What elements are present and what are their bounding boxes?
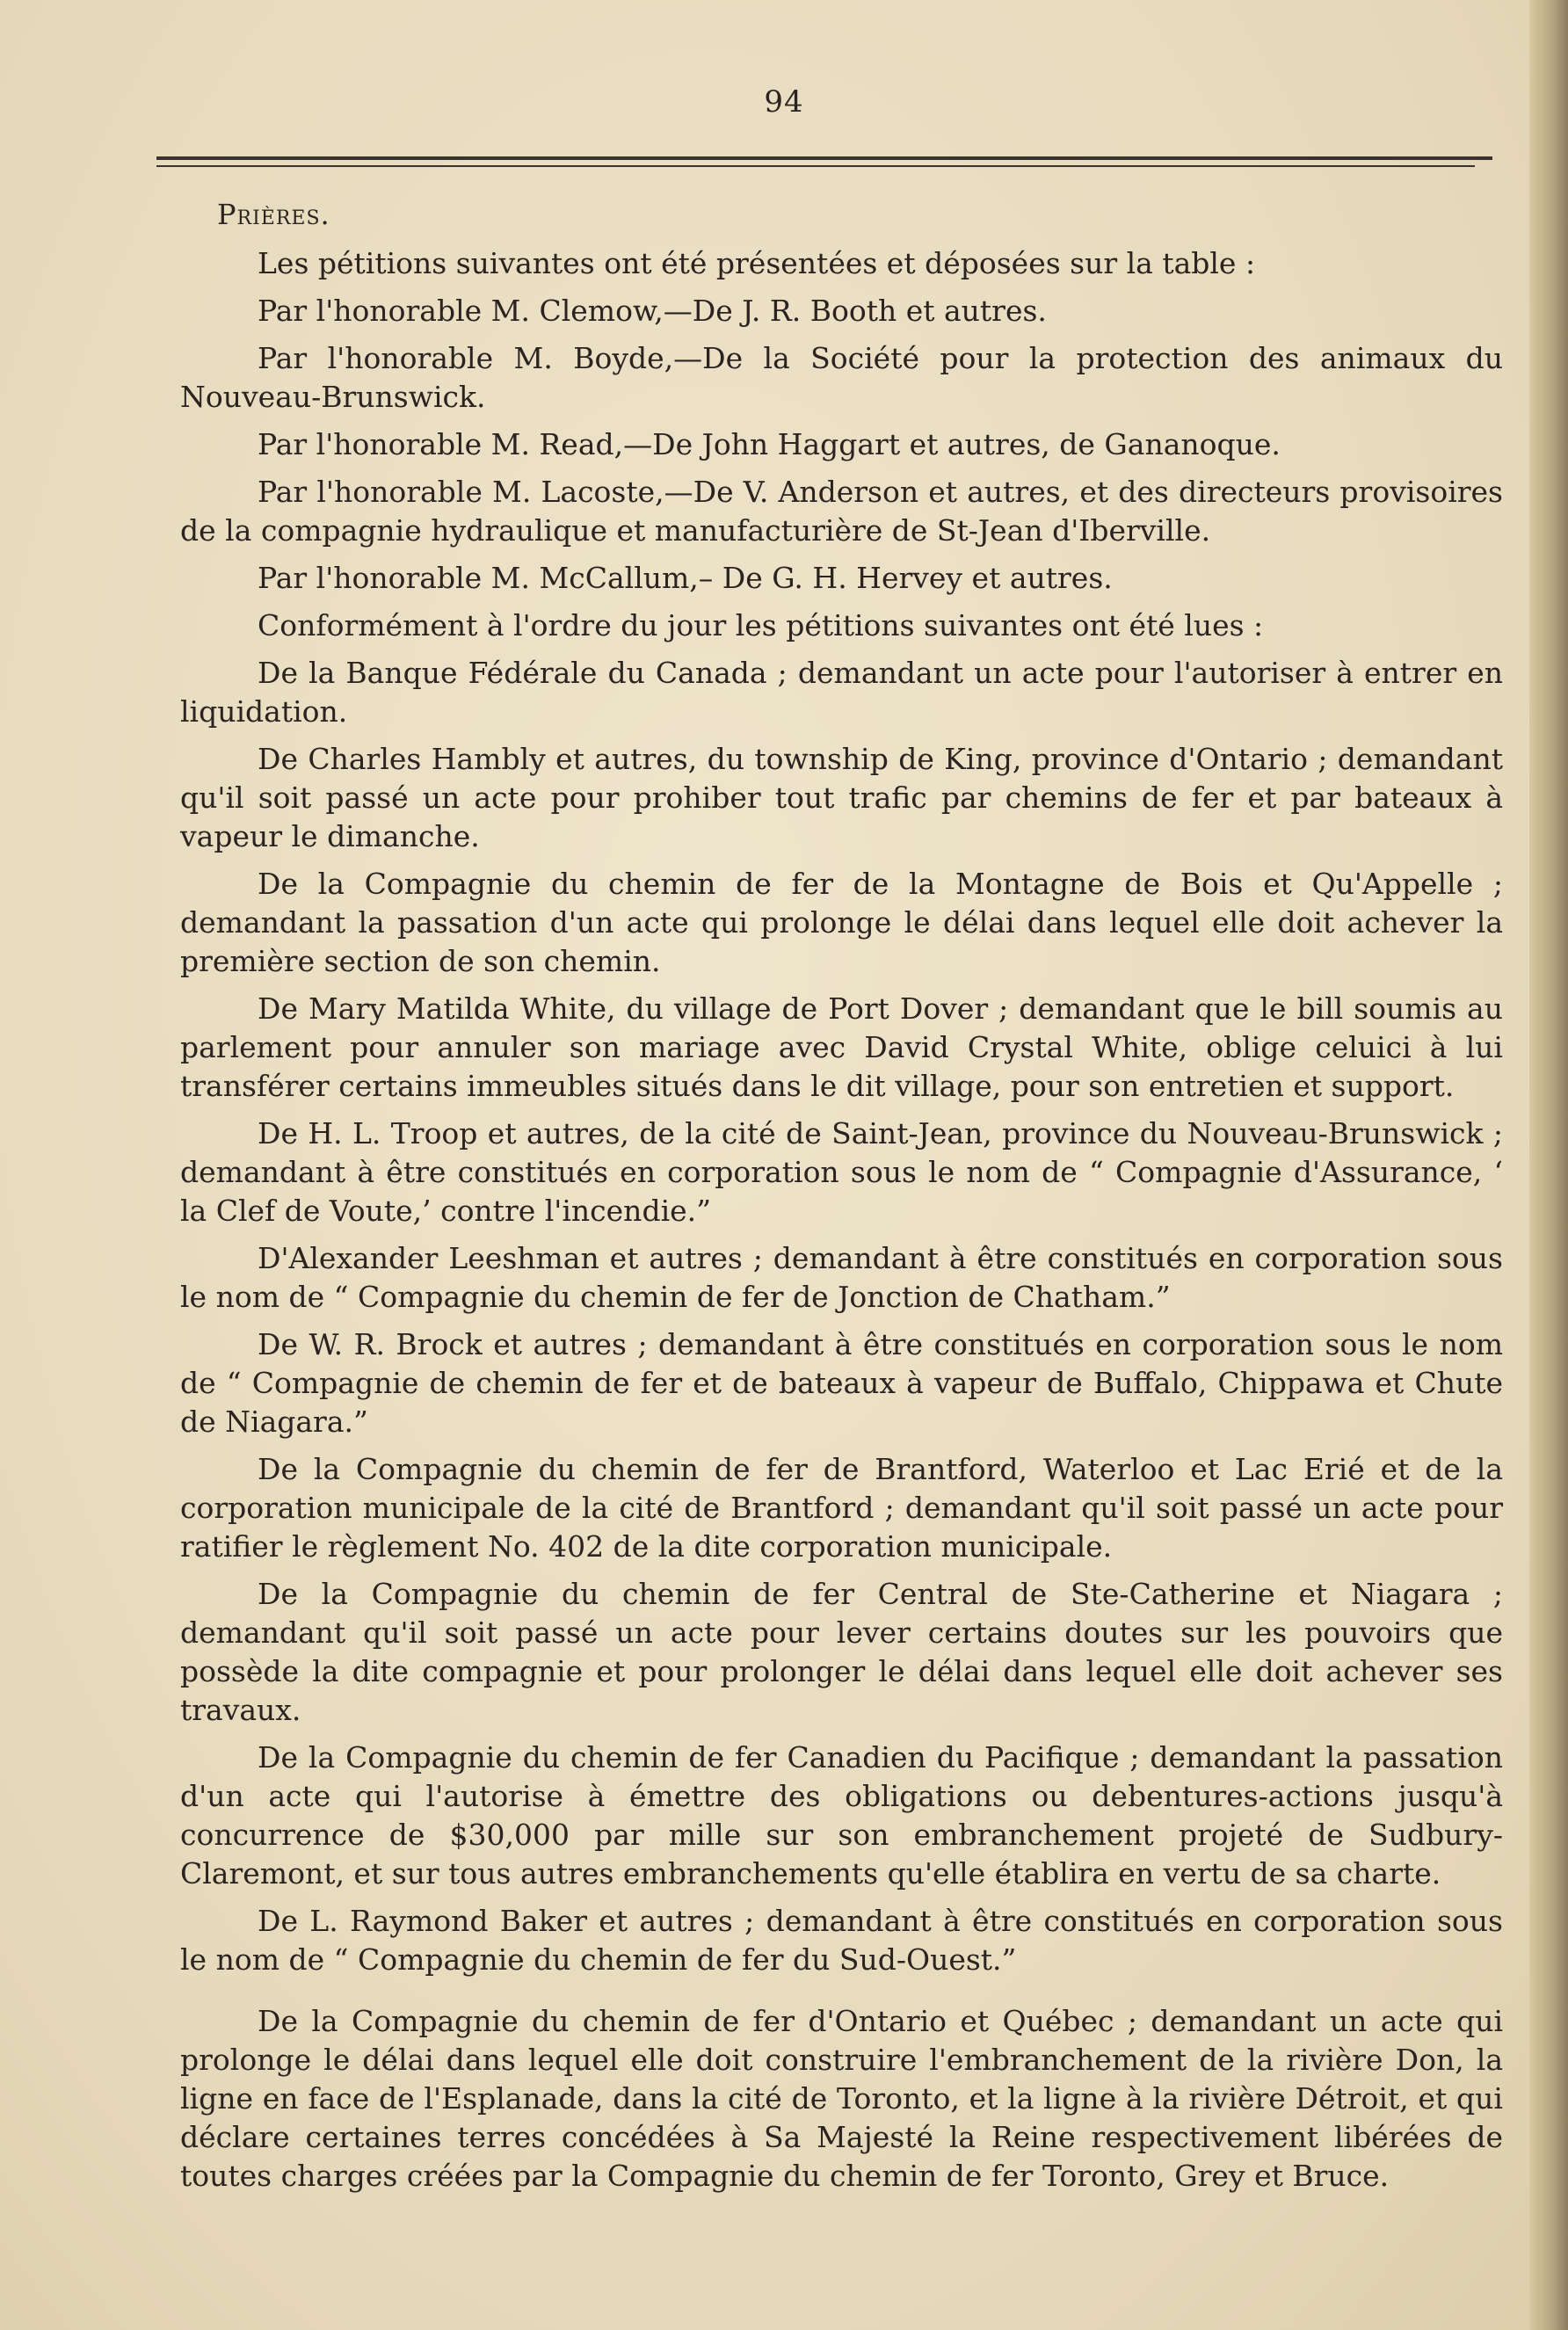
paragraph: Par l'honorable M. Lacoste,—De V. Anderson et autres, et des directeurs provisoires de la compagnie hydraulique et manufacturière de St-Jean d'Iberville.	[180, 475, 1503, 548]
body-text	[180, 195, 1503, 2204]
paragraph: Conformément à l'ordre du jour les pétitions suivantes ont été lues :	[258, 608, 1264, 642]
paragraph: Les pétitions suivantes ont été présentées et déposées sur la table :	[258, 246, 1256, 280]
paragraph: De la Compagnie du chemin de fer Canadien du Pacifique ; demandant la passation d'un acte qui l'autorise à émettre des obligations ou debentures-actions jusqu'à concurrence de $30,000 par mille sur son embranchement projeté de Sudbury-Claremont, et sur tous autres embranchements qu'elle établira en vertu de sa charte.	[180, 1740, 1503, 1891]
paragraph: Par l'honorable M. Clemow,—De J. R. Booth et autres.	[258, 294, 1047, 328]
header-rule-thin	[156, 165, 1475, 167]
paragraph: De la Compagnie du chemin de fer d'Ontario et Québec ; demandant un acte qui prolonge le délai dans lequel elle doit construire l'embranchement de la rivière Don, la ligne en face de l'Esplanade, dans la cité de Toronto, et la ligne à la rivière Détroit, et qui déclare certaines terres concédées à Sa Majesté la Reine respectivement libérées de toutes charges créées par la Compagnie du chemin de fer Toronto, Grey et Bruce.	[180, 2004, 1503, 2193]
paragraph: De la Compagnie du chemin de fer Central de Ste-Catherine et Niagara ; demandant qu'il soit passé un acte pour lever certains doutes sur les pouvoirs que possède la dite compagnie et pour prolonger le délai dans lequel elle doit achever ses travaux.	[180, 1577, 1503, 1727]
section-heading: Prières.	[217, 198, 330, 231]
paragraph: D'Alexander Leeshman et autres ; demandant à être constitués en corporation sous le nom de “ Compagnie du chemin de fer de Jonction de Chatham.”	[180, 1241, 1503, 1314]
paragraph: De la Compagnie du chemin de fer de la Montagne de Bois et Qu'Appelle ; demandant la passation d'un acte qui prolonge le délai dans lequel elle doit achever la première section de son chemin.	[180, 867, 1503, 978]
paragraph: Par l'honorable M. McCallum,– De G. H. Hervey et autres.	[258, 561, 1113, 595]
paragraph: De la Compagnie du chemin de fer de Brantford, Waterloo et Lac Erié et de la corporation municipale de la cité de Brantford ; demandant qu'il soit passé un acte pour ratifier le règlement No. 402 de la dite corporation municipale.	[180, 1452, 1503, 1564]
paragraph: De la Banque Fédérale du Canada ; demandant un acte pour l'autoriser à entrer en liquidation.	[180, 656, 1503, 729]
paragraph: De W. R. Brock et autres ; demandant à être constitués en corporation sous le nom de “ Compagnie de chemin de fer et de bateaux à vapeur de Buffalo, Chippawa et Chute de Niagara.”	[180, 1327, 1503, 1439]
paragraph: De H. L. Troop et autres, de la cité de Saint-Jean, province du Nouveau-Brunswick ; demandant à être constitués en corporation sous le nom de “ Compagnie d'Assurance, ‘ la Clef de Voute,’ contre l'incendie.”	[180, 1116, 1503, 1228]
paragraph: De L. Raymond Baker et autres ; demandant à être constitués en corporation sous le nom de “ Compagnie du chemin de fer du Sud-Ouest.”	[180, 1904, 1503, 1977]
page-number: 94	[764, 84, 804, 120]
page-edge-shadow	[1529, 0, 1568, 2330]
header-rule	[156, 156, 1492, 160]
paragraph: De Mary Matilda White, du village de Port Dover ; demandant que le bill soumis au parlement pour annuler son mariage avec David Crystal White, oblige celuici à lui transférer certains immeubles situés dans le dit village, pour son entretien et support.	[180, 991, 1503, 1103]
paragraph: Par l'honorable M. Read,—De John Haggart et autres, de Gananoque.	[258, 427, 1281, 461]
paragraph: Par l'honorable M. Boyde,—De la Société pour la protection des animaux du Nouveau-Brunswick.	[180, 341, 1503, 414]
paragraph: De Charles Hambly et autres, du township de King, province d'Ontario ; demandant qu'il soit passé un acte pour prohiber tout trafic par chemins de fer et par bateaux à vapeur le dimanche.	[180, 742, 1503, 853]
